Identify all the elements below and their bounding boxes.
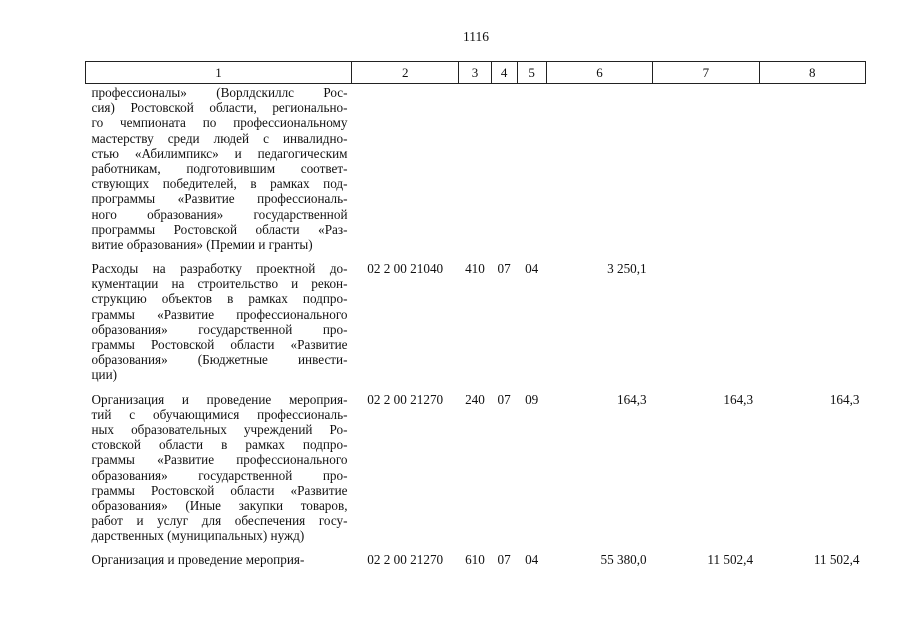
description-line: ции) (91, 367, 118, 383)
row-description (86, 84, 352, 253)
column-header-8: 8 (759, 62, 865, 84)
table-row (86, 551, 866, 567)
row-description (86, 391, 352, 544)
amount-year-3: 164,3 (829, 391, 860, 407)
subsection-code: 04 (525, 552, 539, 568)
subsection-code: 09 (525, 391, 539, 407)
amount-year-1 (546, 84, 652, 253)
description-line: струкцию объектов в рамках подпро- (91, 291, 348, 307)
subsection-code (517, 84, 546, 253)
description-line: тий с обучающимися профессиональ- (91, 406, 348, 422)
amount-year-2: 164,3 (723, 391, 754, 407)
description-line: витие образования» (Премии и гранты) (91, 236, 313, 252)
amount-year-3: 11 502,4 (813, 552, 860, 568)
description-line: Организация и проведение мероприя- (91, 552, 305, 568)
amount-year-1: 164,3 (616, 391, 647, 407)
amount-year-2 (653, 260, 759, 383)
description-line: работникам, подготовившим соответ- (91, 160, 348, 176)
row-description (86, 260, 352, 383)
description-line: образования» (Бюджетные инвести- (91, 352, 348, 368)
amount-year-1: 3 250,1 (607, 261, 647, 277)
description-line: граммы Ростовской области «Развитие (91, 337, 348, 352)
description-line: профессионалы» (Ворлдскиллс Рос- (91, 85, 348, 100)
description-line: Организация и проведение мероприя- (91, 391, 348, 407)
expense-type-code: 610 (465, 552, 485, 568)
column-header-1: 1 (86, 62, 352, 84)
amount-year-3 (759, 260, 865, 383)
table-row (86, 391, 866, 544)
amount-year-2: 11 502,4 (707, 552, 754, 568)
description-line: мастерству среди людей с инвалидно- (91, 130, 348, 146)
description-line: граммы «Развитие профессионального (91, 306, 348, 322)
description-line: образования» государственной про- (91, 467, 348, 483)
column-header-5: 5 (517, 62, 546, 84)
description-line: ных образовательных учреждений Ро- (91, 421, 348, 437)
budget-table (85, 61, 866, 568)
description-line: Расходы на разработку проектной до- (91, 261, 348, 277)
row-spacer (86, 252, 866, 260)
table-row (86, 260, 866, 383)
amount-year-3 (759, 84, 865, 253)
section-code: 07 (497, 552, 511, 568)
table-body (86, 84, 866, 568)
column-header-6: 6 (546, 62, 652, 84)
page-number: 1116 (463, 29, 489, 44)
amount-year-1: 55 380,0 (600, 552, 647, 568)
description-line: дарственных (муниципальных) нужд) (91, 528, 305, 544)
column-header-3: 3 (459, 62, 491, 84)
target-article-code (352, 84, 459, 253)
description-line: программы «Развитие профессиональ- (91, 191, 348, 207)
description-line: ствующих победителей, в рамках под- (91, 176, 348, 192)
section-code: 07 (497, 261, 511, 277)
amount-year-2 (653, 84, 759, 253)
description-line: ного образования» государственной (91, 206, 348, 222)
target-article-code: 02 2 00 21270 (367, 391, 444, 407)
column-header-2: 2 (352, 62, 459, 84)
row-spacer-cell (86, 543, 866, 551)
description-line: образования» (Иные закупки товаров, (91, 497, 348, 513)
expense-type-code: 240 (465, 391, 485, 407)
subsection-code: 04 (525, 261, 539, 277)
description-line: кументации на строительство и рекон- (91, 276, 348, 292)
table-row (86, 84, 866, 253)
description-line: работ и услуг для обеспечения госу- (91, 513, 348, 529)
description-line: стью «Абилимпикс» и педагогическим (91, 145, 348, 161)
target-article-code: 02 2 00 21040 (367, 261, 444, 277)
row-description (86, 551, 352, 567)
description-line: сия) Ростовской области, регионально- (91, 100, 348, 116)
description-line: образования» государственной про- (91, 321, 348, 337)
row-spacer (86, 383, 866, 391)
section-code: 07 (497, 391, 511, 407)
description-line: программы Ростовской области «Раз- (91, 221, 348, 237)
description-line: стовской области в рамках подпро- (91, 437, 348, 453)
expense-type-code: 410 (465, 261, 485, 277)
description-line: го чемпионата по профессиональному (91, 115, 348, 131)
row-spacer-cell (86, 252, 866, 260)
target-article-code: 02 2 00 21270 (367, 552, 444, 568)
expense-type-code (459, 84, 491, 253)
row-spacer-cell (86, 383, 866, 391)
column-header-7: 7 (653, 62, 759, 84)
row-spacer (86, 543, 866, 551)
description-line: граммы «Развитие профессионального (91, 452, 348, 468)
description-line: граммы Ростовской области «Развитие (91, 482, 348, 498)
header-row (86, 62, 866, 84)
column-header-4: 4 (491, 62, 517, 84)
section-code (491, 84, 517, 253)
